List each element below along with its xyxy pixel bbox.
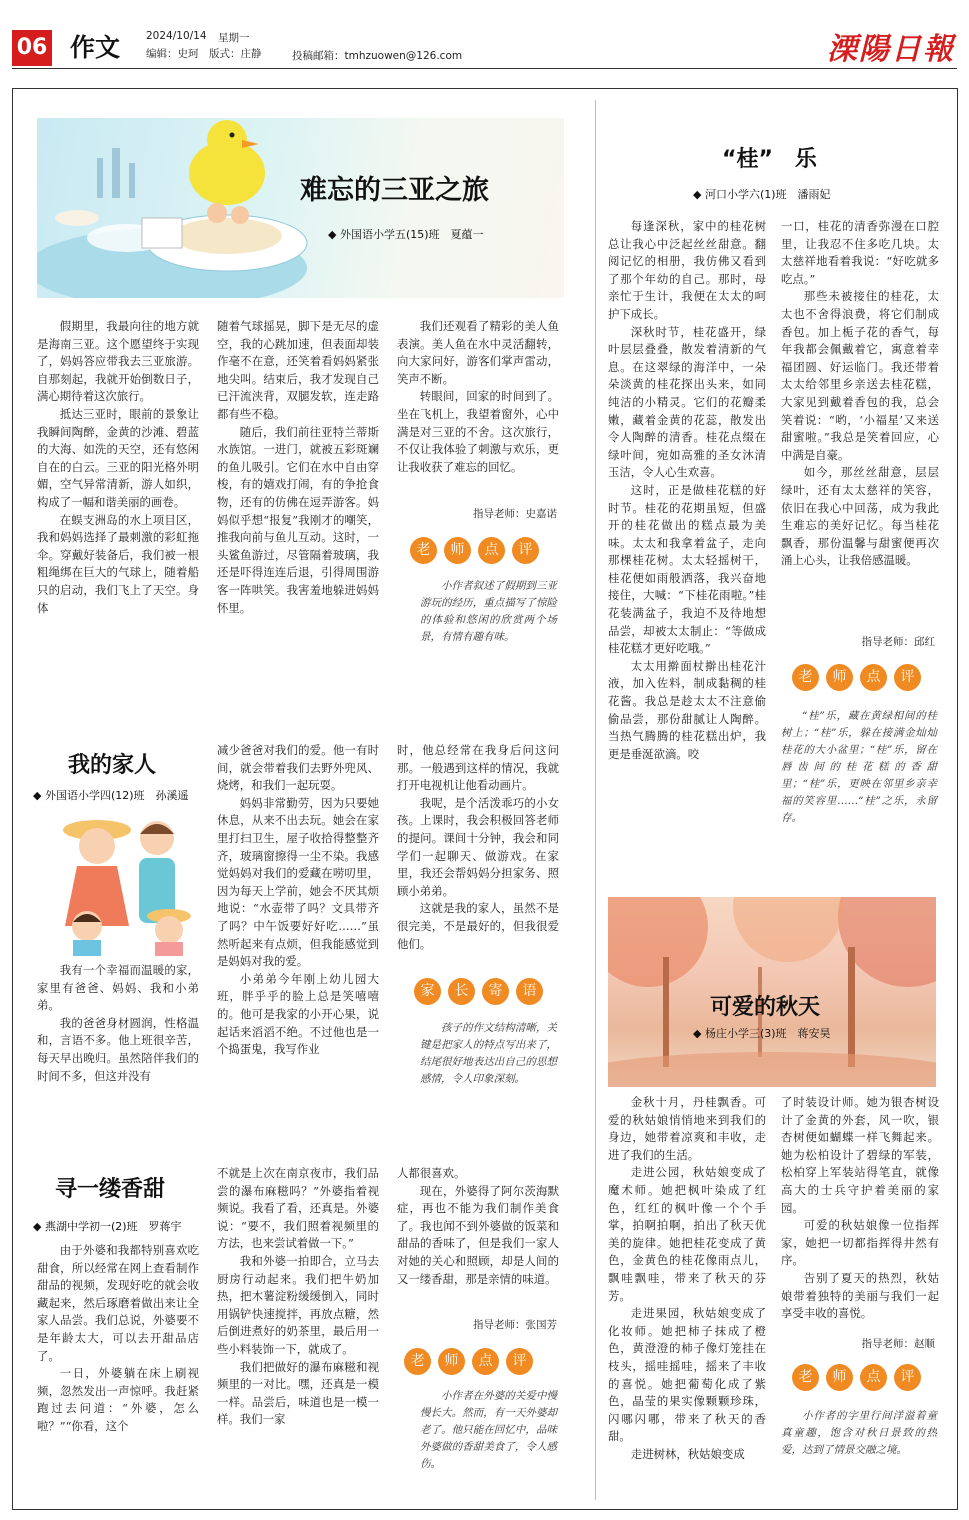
article-column: [217, 318, 379, 617]
paragraph: 我们把做好的瀑布麻糍和视频里的一对比。嘿，还真是一模一样。品尝后，味道也是一模一样。我们一家: [217, 1359, 379, 1427]
paragraph: 在蜈支洲岛的水上项目区，我和妈妈选择了最刺激的彩虹拖伞。穿戴好装备后，我们被一根粗绳绑在巨大的气球上，随着船只的启动，我们飞上了天空。身体: [37, 512, 199, 615]
tutor-credit: 指导老师：赵顺: [861, 1338, 935, 1350]
badge-char: 点: [860, 1364, 887, 1391]
article-column: [37, 1242, 199, 1436]
paragraph: 每逢深秋，家中的桂花树总让我心中泛起丝丝甜意。翻阅记忆的相册，我仿佛又看到了那个年幼的自己。那时，母亲忙于生计，我便在太太的呵护下成长。: [608, 219, 766, 321]
paragraph: 减少爸爸对我们的爱。他一有时间，就会带着我们去野外兜风、烧烤，和我们一起玩耍。: [217, 743, 379, 793]
article-byline: ◆ 河口小学六(1)班 潘雨妃: [693, 188, 831, 201]
teacher-comment: 小作者在外婆的关爱中慢慢长大。然而，有一天外婆却老了。他只能在回忆中，品味外婆做的香甜美食了，令人感伤。: [420, 1390, 557, 1470]
badge-char: 点: [478, 537, 505, 564]
paragraph: 不就是上次在南京夜市，我们品尝的瀑布麻糍吗？”外婆指着视频说。我看了看，还真是。外婆说：“要不，我们照着视频里的方法，也来尝试着做一下。”: [217, 1166, 379, 1251]
article-column: [217, 1165, 379, 1429]
paragraph: 小弟弟今年刚上幼儿园大班，胖乎乎的脸上总是笑嘻嘻的。他可是我家的小开心果，说起话来滔滔不绝。不过他也是一个捣蛋鬼，我写作业: [217, 971, 379, 1057]
issue-date: 2024/10/14: [146, 30, 207, 42]
badge-char: 评: [894, 1364, 921, 1391]
article-title: 我的家人: [68, 753, 157, 778]
paragraph: 我呢，是个活泼乖巧的小女孩。上课时，我会积极回答老师的提问。课间十分钟，我会和同学们一起聊天、做游戏。在家里，我还会帮妈妈分担家务、照顾小弟弟。: [397, 795, 559, 898]
paragraph: 太太用擀面杖擀出桂花汁液，加入佐料，制成黏稠的桂花酱。我总是趁太太不注意偷偷品尝，那份甜腻让人陶醉。当热气腾腾的桂花糕出炉，我更是垂涎欲滴。咬: [608, 658, 766, 761]
submission-email: 投稿邮箱：tmhzuowen@126.com: [292, 50, 463, 62]
article-column: [37, 962, 199, 1085]
paragraph: 我们还观看了精彩的美人鱼表演。美人鱼在水中灵活翻转，向大家问好，游客们掌声雷动，笑声不断。: [397, 319, 559, 386]
badge-char: 评: [512, 537, 539, 564]
badge-char: 师: [438, 1348, 465, 1375]
editors: 编辑：史珂 版式：庄静: [146, 48, 262, 60]
badge-char: 寄: [482, 978, 509, 1005]
paragraph: 随着气球摇晃，脚下是无尽的虚空，我的心跳加速，但表面却装作毫不在意，还笑着看妈妈紧张地尖叫。结束后，我才发现自己已汗流浃背，双腿发软，连走路都有些不稳。: [217, 319, 379, 421]
paragraph: 走进果园，秋姑娘变成了化妆师。她把柿子抹成了橙色，黄澄澄的柿子像灯笼挂在枝头，摇哇摇哇，摇来了丰收的喜悦。她把葡萄化成了紫色，晶莹的果实像颗颗珍珠，闪哪闪哪，带来了秋天的香甜。: [608, 1306, 766, 1444]
page-header: [0, 0, 969, 70]
teacher-comment: 小作者叙述了假期到三亚游玩的经历，重点描写了惊险的体验和悠闲的欣赏两个场景，有情有趣有味。: [420, 580, 557, 643]
tutor-credit: 指导老师：张国芳: [473, 1319, 557, 1331]
badge-char: 评: [506, 1348, 533, 1375]
paragraph: 假期里，我最向往的地方就是海南三亚。这个愿望终于实现了，妈妈答应带我去三亚旅游。自那刻起，我就开始倒数日子，满心期待着这次旅行。: [37, 319, 199, 404]
badge-char: 评: [894, 664, 921, 691]
article-column: [781, 1094, 939, 1323]
paragraph: 我的爸爸身材圆润，性格温和，言语不多。他上班很辛苦，每天早出晚归。虽然陪伴我们的时间不多，但这并没有: [37, 1015, 199, 1083]
paragraph: 如今，那丝丝甜意，层层绿叶，还有太太慈祥的笑容，依旧在我心中回荡，成为我此生难忘的美好记忆。每当桂花飘香，那份温馨与甜蜜便再次涌上心头，让我倍感温暖。: [781, 465, 939, 568]
paragraph: 这就是我的家人，虽然不是很完美，不是最好的，但我很爱他们。: [397, 901, 559, 951]
article-title: 可爱的秋天: [710, 995, 821, 1020]
badge-char: 师: [826, 664, 853, 691]
paragraph: 金秋十月，丹桂飘香。可爱的秋姑娘悄悄地来到我们的身边，她带着凉爽和丰收，走进了我们的生活。: [608, 1095, 766, 1162]
article-title: 难忘的三亚之旅: [300, 175, 489, 206]
article-column: [781, 218, 939, 570]
badge-char: 点: [472, 1348, 499, 1375]
article-column: [397, 1165, 559, 1288]
paragraph: 可爱的秋姑娘像一位指挥家，她把一切都指挥得井然有序。: [781, 1218, 939, 1268]
article-column: [217, 742, 379, 1059]
badge-char: 老: [792, 1364, 819, 1391]
article-byline: ◆ 杨庄小学三(3)班 蒋安昊: [693, 1027, 831, 1040]
paragraph: 时，他总经常在我身后问这问那。一般遇到这样的情况，我就打开电视机让他看动画片。: [397, 743, 559, 793]
article-byline: ◆ 燕湖中学初一(2)班 罗蒋宇: [33, 1220, 182, 1233]
sanya-banner-illustration: [37, 118, 564, 298]
column-divider: [595, 100, 596, 1500]
tutor-credit: 指导老师：史嘉诺: [473, 508, 557, 520]
teacher-comment-badge: [410, 537, 539, 564]
paragraph: 这时，正是做桂花糕的好时节。桂花的花期虽短，但盛开的桂花做出的糕点最为美味。太太和我拿着盆子，走向那棵桂花树。太太轻摇树干，桂花便如雨般洒落，我兴奋地接住，大喊：“下桂花雨啦。”桂花装满盆子，我迫不及待地想品尝，却被太太制止：“等做成桂花糕才更好吃哦。”: [608, 482, 766, 656]
badge-char: 家: [414, 978, 441, 1005]
teacher-comment: “桂”乐，藏在黄绿相间的桂树上；“桂”乐，躲在接满金灿灿桂花的大小盆里；“桂”乐，留在唇齿间的桂花糕的香甜里；“桂”乐，更映在邻里乡亲幸福的笑容里……“桂”之乐，永留存。: [781, 710, 937, 824]
article-column: [608, 1094, 766, 1463]
article-column: [397, 742, 559, 953]
teacher-comment-badge: [404, 1348, 533, 1375]
article-column: [397, 318, 559, 476]
paragraph: 告别了夏天的热烈，秋姑娘带着独特的美丽与我们一起享受丰收的喜悦。: [781, 1270, 939, 1321]
teacher-comment: 小作者的字里行间洋溢着童真童趣，饱含对秋日景致的热爱，达到了情景交融之境。: [781, 1410, 937, 1456]
paragraph: 我有一个幸福而温暖的家，家里有爸爸、妈妈、我和小弟弟。: [37, 963, 199, 1013]
paragraph: 随后，我们前往亚特兰蒂斯水族馆。一进门，就被五彩斑斓的鱼儿吸引。它们在水中自由穿梭，有的嬉戏打闹，有的争抢食物，还有的仿佛在逗弄游客。妈妈似乎想“报复”我刚才的嘲笑，推我向前与鱼儿互动。这时，一头鲨鱼游过，尽管隔着玻璃，我还是吓得连连后退，引得周围游客一阵哄笑。我害羞地躲进妈妈怀里。: [217, 424, 379, 615]
header-rule: [12, 68, 957, 69]
issue-weekday: 星期一: [218, 32, 250, 44]
paragraph: 深秋时节，桂花盛开，绿叶层层叠叠，散发着清新的气息。在这翠绿的海洋中，一朵朵淡黄的桂花探出头来，如同纯洁的小精灵。它们的花瓣柔嫩，藏着金黄的花蕊，散发出令人陶醉的清香。桂花点缀在绿叶间，宛如高雅的圣女沐清玉洁，令人心生欢喜。: [608, 324, 766, 480]
paragraph: 人都很喜欢。: [397, 1166, 466, 1180]
paragraph: 那些未被接住的桂花，太太也不舍得浪费，将它们制成香包。加上栀子花的香气，每年我都会佩戴着它，寓意着幸福团圆、好运临门。我还带着太太给邻里乡亲送去桂花糕，大家见到戴着香包的我，总会笑着说：“哟，‘小福星’又来送甜蜜啦。”我总是笑着回应，心中满是自豪。: [781, 289, 939, 462]
badge-char: 老: [404, 1348, 431, 1375]
newspaper-logo: 溧陽日報: [827, 32, 955, 67]
paragraph: 转眼间，回家的时间到了。坐在飞机上，我望着窗外，心中满是对三亚的不舍。这次旅行，不仅让我体验了刺激与欢乐，更让我收获了难忘的回忆。: [397, 389, 559, 474]
article-title: “桂” 乐: [722, 147, 817, 172]
article-byline: ◆ 外国语小学四(12)班 孙溪遥: [33, 789, 189, 802]
paragraph: 妈妈非常勤劳，因为只要她休息，从来不出去玩。她会在家里打扫卫生，屋子收拾得整整齐齐，玻璃窗擦得一尘不染。我感觉妈妈对我们的爱藏在唠叨里，因为每天上学前，她会不厌其烦地说：“水壶带了吗？文具带齐了吗？中午饭要好好吃……”虽然听起来有点烦，但我能感觉到是妈妈对我的爱。: [217, 795, 379, 969]
article-byline: ◆ 外国语小学五(15)班 夏蕴一: [328, 228, 484, 241]
tutor-credit: 指导老师：邱红: [861, 636, 935, 648]
paragraph: 我和外婆一拍即合，立马去厨房行动起来。我们把牛奶加热，把木薯淀粉缓缓倒入，同时用锅铲快速搅拌，再放点糖，然后倒进煮好的奶茶里，最后用一些小料装饰一下，就成了。: [217, 1253, 379, 1356]
section-title: 作文: [70, 33, 121, 62]
paragraph: 由于外婆和我都特别喜欢吃甜食，所以经常在网上查看制作甜品的视频，发现好吃的就会收藏起来，然后琢磨着做出来让全家人品尝。我们总说，外婆要不是年龄太大，可以去开甜品店了。: [37, 1243, 199, 1363]
article-title: 寻一缕香甜: [55, 1177, 166, 1202]
paragraph: 抵达三亚时，眼前的景象让我瞬间陶醉，金黄的沙滩、碧蓝的大海、如洗的天空，还有悠闲自在的白云。三亚的阳光格外明媚，空气异常清新，游人如织，构成了一幅和谐美丽的画卷。: [37, 406, 199, 509]
parent-comment: 孩子的作文结构清晰，关键是把家人的特点写出来了，结尾很好地表达出自己的思想感情，令人印象深刻。: [420, 1022, 557, 1085]
badge-char: 师: [826, 1364, 853, 1391]
teacher-comment-badge: [792, 664, 921, 691]
paragraph: 一日，外婆躺在床上刷视频，忽然发出一声惊呼。我赶紧跑过去问道：“外婆，怎么啦？”“你看，这个: [37, 1366, 199, 1433]
paragraph: 了时装设计师。她为银杏树设计了金黄的外套，风一吹，银杏树便如蝴蝶一样飞舞起来。她为松柏设计了碧绿的军装，松柏穿上军装站得笔直，就像高大的士兵守护着美丽的家园。: [781, 1095, 939, 1215]
page-number: 06: [12, 30, 52, 66]
badge-char: 老: [410, 537, 437, 564]
badge-char: 长: [448, 978, 475, 1005]
badge-char: 师: [444, 537, 471, 564]
family-illustration: [37, 808, 207, 956]
article-column: [37, 318, 199, 617]
paragraph: 现在，外婆得了阿尔茨海默症，再也不能为我们制作美食了。我也闻不到外婆做的饭菜和甜品的香味了，但是我们一家人对她的关心和照顾，却是人间的又一缕香甜，那是亲情的味道。: [397, 1183, 559, 1286]
paragraph: 一口，桂花的清香弥漫在口腔里，让我忍不住多吃几块。太太慈祥地看着我说：“好吃就多吃点。”: [781, 219, 939, 286]
badge-char: 语: [516, 978, 543, 1005]
teacher-comment-badge: [792, 1364, 921, 1391]
badge-char: 点: [860, 664, 887, 691]
parent-message-badge: [414, 978, 543, 1005]
paragraph: 走进公园，秋姑娘变成了魔术师。她把枫叶染成了红色，红红的枫叶像一个个手掌，拍啊拍啊，拍出了秋天优美的旋律。她把桂花变成了黄色，金黄色的桂花像雨点儿，飘哇飘哇，带来了秋天的芬芳。: [608, 1165, 766, 1303]
paragraph: 走进树林，秋姑娘变成: [630, 1446, 745, 1461]
article-column: [608, 218, 766, 763]
badge-char: 老: [792, 664, 819, 691]
